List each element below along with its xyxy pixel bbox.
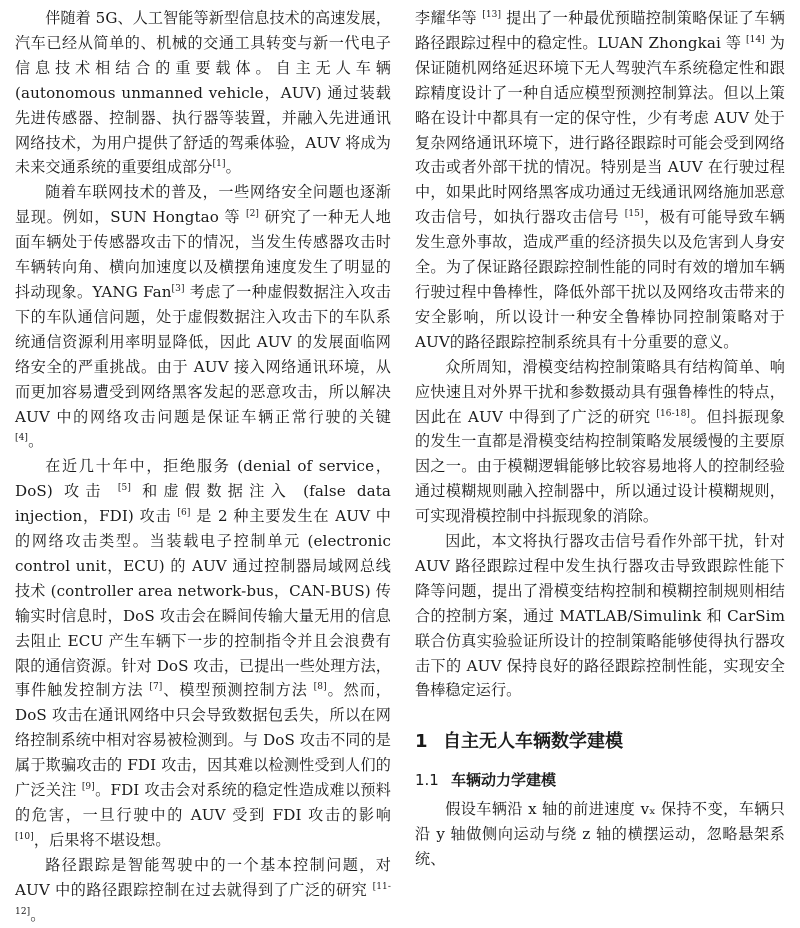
citation: [1] bbox=[212, 159, 226, 170]
citation: [9] bbox=[81, 782, 95, 793]
section-heading bbox=[415, 729, 785, 755]
subsection-heading bbox=[415, 769, 785, 791]
section-title: 自主无人车辆数学建模 bbox=[443, 731, 623, 753]
citation: [7] bbox=[149, 682, 163, 693]
subsection-number: 1.1 bbox=[415, 771, 439, 790]
paragraph-attack-types: 在近几十年中，拒绝服务 (denial of service，DoS) 攻击 [5] 和虚假数据注入 (false data injection，FDI) 攻击 [6] 是 2 种主要发生在 AUV 中的网络攻击类型。当装载电子控制单元 (electronic control unit，ECU) 的 AUV 通过控制器局域网总线技术 (controller area network-bus，CAN-BUS) 传输实时信息时，DoS 攻击会在瞬间传输大量无用的信息去阻止 ECU 产生车辆下一步的控制指令并且会浪费有限的通信资源。针对 DoS 攻击，已提出一些处理方法，事件触发控制方法 [7]、模型预测控制方法 [8]。然而，DoS 攻击在通讯网络中只会导致数据包丢失，所以在网络控制系统中相对容易被检测到。与 DoS 攻击不同的是属于欺骗攻击的 FDI 攻击，因其难以检测性受到人们的广泛关注 [9]。FDI 攻击会对系统的稳定性造成难以预料的危害，一旦行驶中的 AUV 受到 FDI 攻击的影响 [10]，后果将不堪设想。 bbox=[15, 457, 391, 849]
citation: [14] bbox=[746, 34, 765, 45]
paragraph-network-security: 随着车联网技术的普及，一些网络安全问题也逐渐显现。例如，SUN Hongtao 等 [2] 研究了一种无人地面车辆处于传感器攻击下的情况，当发生传感器攻击时车辆转向角、横向加速度以及横摆角速度发生了明显的抖动现象。YANG Fan[3] 考虑了一种虚假数据注入攻击下的车队通信问题，处于虚假数据注入攻击下的车队系统通信资源利用率明显降低，因此 AUV 的发展面临网络安全的严重挑战。由于 AUV 接入网络通讯环境，从而更加容易遭受到网络黑客发起的恶意攻击，所以解决 AUV 中的网络攻击问题是保证车辆正常行驶的关键 [4]。 bbox=[15, 183, 391, 451]
citation: [2] bbox=[245, 209, 260, 220]
right-column bbox=[415, 6, 785, 872]
citation: [4] bbox=[15, 433, 29, 444]
citation: [3] bbox=[171, 283, 185, 294]
citation: [13] bbox=[482, 10, 502, 20]
paragraph-vehicle-dynamics: 假设车辆沿 x 轴的前进速度 vₓ 保持不变，车辆只沿 y 轴做侧向运动与绕 z 轴的横摆运动，忽略悬架系统、 bbox=[415, 800, 785, 869]
section-number: 1 bbox=[415, 731, 428, 753]
citation: [10] bbox=[15, 831, 34, 842]
left-column bbox=[15, 6, 391, 928]
paragraph-path-tracking-continued: 李耀华等 [13] 提出了一种最优预瞄控制策略保证了车辆路径跟踪过程中的稳定性。LUAN Zhongkai 等 [14] 为保证随机网络延迟环境下无人驾驶汽车系统稳定性和跟踪精度设计了一种自适应模型预测控制算法。但以上策略在设计中都具有一定的保守性，少有考虑 AUV 处于复杂网络通讯环境下，进行路径跟踪时可能会受到网络攻击或者外部干扰的情况。特别是当 AUV 在行驶过程中，如果此时网络黑客成功通过无线通讯网络施加恶意攻击信号，如执行器攻击信号 [15]，极有可能导致车辆发生意外事故，造成严重的经济损失以及危害到人身安全。为了保证路径跟踪控制性能的同时有效的增加车辆行驶过程中鲁棒性，降低外部干扰以及网络攻击带来的安全影响，所以设计一种安全鲁棒协同控制策略对于AUV的路径跟踪控制系统具有十分重要的意义。 bbox=[415, 9, 786, 351]
citation: [6] bbox=[177, 508, 191, 519]
citation: [5] bbox=[117, 483, 131, 494]
paragraph-intro: 伴随着 5G、人工智能等新型信息技术的高速发展，汽车已经从简单的、机械的交通工具转变与新一代电子信息技术相结合的重要载体。自主无人车辆 (autonomous unmanned vehicle，AUV) 通过装载先进传感器、控制器、执行器等装置，并融入先进通讯网络技术，为用户提供了舒适的驾乘体验，AUV 将成为未来交通系统的重要组成部分[1]。 bbox=[15, 9, 392, 177]
citation: [16-18] bbox=[656, 408, 691, 419]
citation: [15] bbox=[624, 209, 644, 220]
citation: [8] bbox=[313, 682, 327, 693]
citation: [11-12] bbox=[15, 881, 391, 917]
paragraph-path-tracking: 路径跟踪是智能驾驶中的一个基本控制问题，对 AUV 中的路径跟踪控制在过去就得到了广泛的研究 [11-12]。 bbox=[15, 855, 391, 924]
paragraph-sliding-mode: 众所周知，滑模变结构控制策略具有结构简单、响应快速且对外界干扰和参数摄动具有强鲁棒性的特点，因此在 AUV 中得到了广泛的研究 [16-18]。但抖振现象的发生一直都是滑模变结构控制策略发展缓慢的主要原因之一。由于模糊逻辑能够比较容易地将人的控制经验通过模糊规则融入控制器中，所以通过设计模糊规则，可实现滑模控制中抖振现象的消除。 bbox=[415, 357, 785, 526]
paragraph-contribution: 因此，本文将执行器攻击信号看作外部干扰，针对 AUV 路径跟踪过程中发生执行器攻击导致跟踪性能下降等问题，提出了滑模变结构控制和模糊控制规则相结合的控制方案，通过 MATLAB/Simulink 和 CarSim 联合仿真实验验证所设计的控制策略能够使得执行器攻击下的 AUV 保持良好的路径跟踪控制性能，实现安全鲁棒稳定运行。 bbox=[415, 532, 785, 700]
subsection-title: 车辆动力学建模 bbox=[451, 771, 557, 790]
